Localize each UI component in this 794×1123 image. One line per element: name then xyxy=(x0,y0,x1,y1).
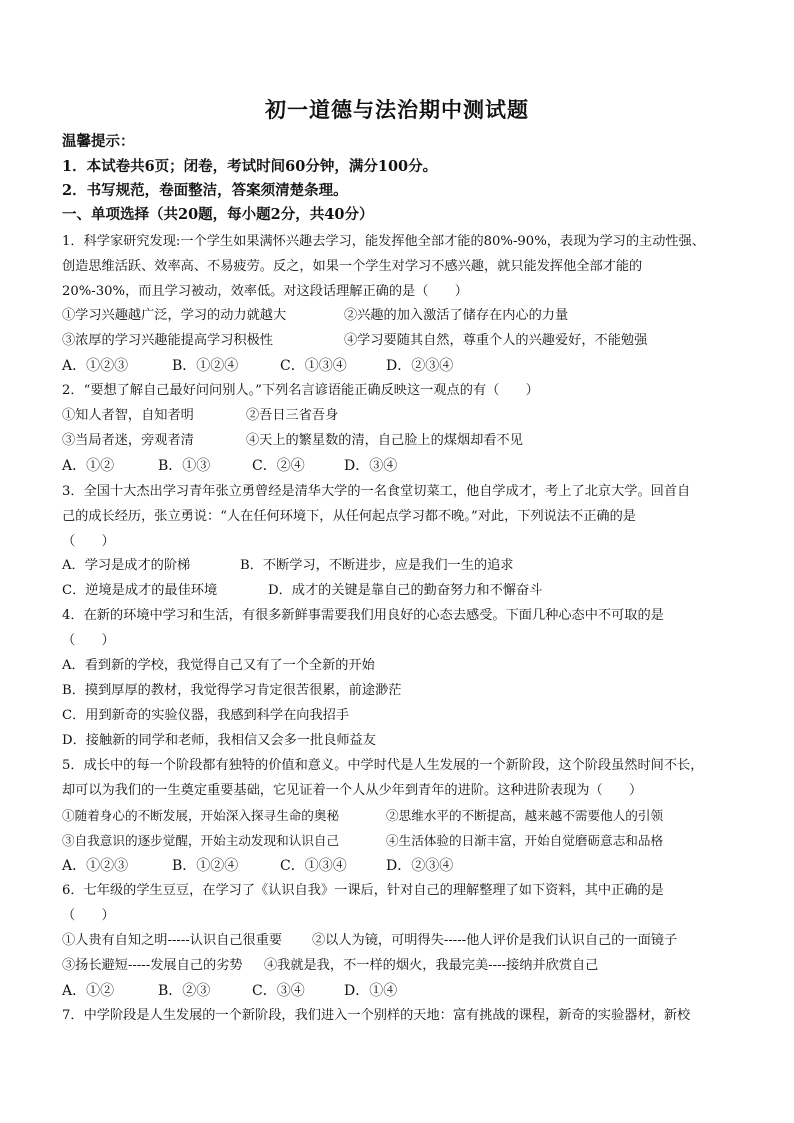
statement: ④学习要随其自然，尊重个人的兴趣爱好，不能勉强 xyxy=(344,333,648,348)
answer-option[interactable]: D．成才的关键是靠自己的勤奋努力和不懈奋斗 xyxy=(268,583,543,598)
statement: ③当局者迷，旁观者清 xyxy=(62,433,194,448)
question-5-stem: 5．成长中的每一个阶段都有独特的价值和意义。中学时代是人生发展的一个新阶段，这个阶段虽然时间不长， xyxy=(62,758,704,773)
question-4-stem: 4．在新的环境中学习和生活，有很多新鲜事需要我们用良好的心态去感受。下面几种心态中不可取的是 xyxy=(62,608,664,623)
answer-option[interactable]: D．②③④ xyxy=(386,358,454,374)
statement: ④天上的繁星数的清，自己脸上的煤烟却看不见 xyxy=(246,433,523,448)
statement: ③自我意识的逐步觉醒，开始主动发现和认识自己 xyxy=(62,833,340,848)
answer-option[interactable]: B．摸到厚厚的教材，我觉得学习肯定很苦很累，前途渺茫 xyxy=(62,683,402,698)
statement: ②吾日三省吾身 xyxy=(246,408,339,423)
answer-option[interactable]: B．②③ xyxy=(158,983,211,999)
question-1-stem: 20%-30%，而且学习被动，效率低。对这段话理解正确的是（ ） xyxy=(62,284,468,299)
statement: ④生活体验的日渐丰富，开始自觉磨砺意志和品格 xyxy=(386,833,664,848)
statement: ②思维水平的不断提高，越来越不需要他人的引领 xyxy=(386,808,664,823)
answer-option[interactable]: A．①②③ xyxy=(62,358,129,374)
answer-option[interactable]: D．②③④ xyxy=(386,858,454,874)
question-5-stem: 却可以为我们的一生奠定重要基础，它见证着一个人从少年到青年的进阶。这种进阶表现为（ ） xyxy=(62,783,643,798)
question-6-stem: 6．七年级的学生豆豆，在学习了《认识自我》一课后，针对自己的理解整理了如下资料，其中正确的是 xyxy=(62,883,664,898)
tips-heading: 温馨提示： xyxy=(62,133,135,150)
answer-option[interactable]: C．③④ xyxy=(252,983,305,999)
question-1-stem: 1．科学家研究发现:一个学生如果满怀兴趣去学习，能发挥他全部才能的80%-90%，表现为学习的主动性强、 xyxy=(62,234,705,249)
statement: ①随着身心的不断发展，开始深入探寻生命的奥秘 xyxy=(62,808,340,823)
statement: ①学习兴趣越广泛，学习的动力就越大 xyxy=(62,308,287,323)
statement: ①知人者智，自知者明 xyxy=(62,408,194,423)
answer-option[interactable]: A．①②③ xyxy=(62,858,129,874)
answer-option[interactable]: A．学习是成才的阶梯 xyxy=(62,558,191,573)
question-3-stem: 己的成长经历，张立勇说：“人在任何环境下，从任何起点学习都不晚。”对此，下列说法不正确的是 xyxy=(62,509,636,524)
answer-option[interactable]: D．③④ xyxy=(344,458,398,474)
answer-option[interactable]: B．不断学习，不断进步，应是我们一生的追求 xyxy=(240,558,514,573)
question-4-stem: （ ） xyxy=(62,633,115,648)
section-heading: 一、单项选择（共20题，每小题2分，共40分） xyxy=(62,206,374,223)
question-3-stem: （ ） xyxy=(62,534,115,549)
statement: ②以人为镜，可明得失-----他人评价是我们认识自己的一面镜子 xyxy=(312,933,678,948)
tip-item: 1．本试卷共6页；闭卷，考试时间60分钟，满分100分。 xyxy=(62,158,438,175)
answer-option[interactable]: D．接触新的同学和老师，我相信又会多一批良师益友 xyxy=(62,733,376,748)
answer-option[interactable]: C．①③④ xyxy=(280,358,347,374)
question-6-stem: （ ） xyxy=(62,908,115,923)
page-title: 初一道德与法治期中测试题 xyxy=(265,97,529,122)
answer-option[interactable]: A．①② xyxy=(62,983,115,999)
answer-option[interactable]: B．①②④ xyxy=(172,358,239,374)
statement: ①人贵有自知之明-----认识自己很重要 xyxy=(62,933,283,948)
answer-option[interactable]: C．用到新奇的实验仪器，我感到科学在向我招手 xyxy=(62,708,350,723)
statement: ②兴趣的加入激活了储存在内心的力量 xyxy=(344,308,569,323)
statement: ④我就是我，不一样的烟火，我最完美----接纳并欣赏自己 xyxy=(264,958,599,973)
tip-item: 2．书写规范，卷面整洁，答案须清楚条理。 xyxy=(62,182,348,199)
answer-option[interactable]: C．②④ xyxy=(252,458,305,474)
statement: ③浓厚的学习兴趣能提高学习积极性 xyxy=(62,333,273,348)
question-7-stem: 7．中学阶段是人生发展的一个新阶段，我们进入一个别样的天地：富有挑战的课程，新奇的实验器材，新校 xyxy=(62,1008,691,1023)
answer-option[interactable]: C．逆境是成才的最佳环境 xyxy=(62,583,218,598)
question-3-stem: 3．全国十大杰出学习青年张立勇曾经是清华大学的一名食堂切菜工，他自学成才，考上了北京大学。回首自 xyxy=(62,484,691,499)
question-2-stem: 2．“要想了解自己最好问问别人。”下列名言谚语能正确反映这一观点的有（ ） xyxy=(62,383,539,398)
statement: ③扬长避短-----发展自己的劣势 xyxy=(62,958,243,973)
answer-option[interactable]: B．①②④ xyxy=(172,858,239,874)
question-1-stem: 创造思维活跃、效率高、不易疲劳。反之，如果一个学生对学习不感兴趣，就只能发挥他全部才能的 xyxy=(62,259,643,274)
answer-option[interactable]: A．①② xyxy=(62,458,115,474)
answer-option[interactable]: D．①④ xyxy=(344,983,398,999)
answer-option[interactable]: A．看到新的学校，我觉得自己又有了一个全新的开始 xyxy=(62,658,375,673)
answer-option[interactable]: B．①③ xyxy=(158,458,211,474)
answer-option[interactable]: C．①③④ xyxy=(280,858,347,874)
